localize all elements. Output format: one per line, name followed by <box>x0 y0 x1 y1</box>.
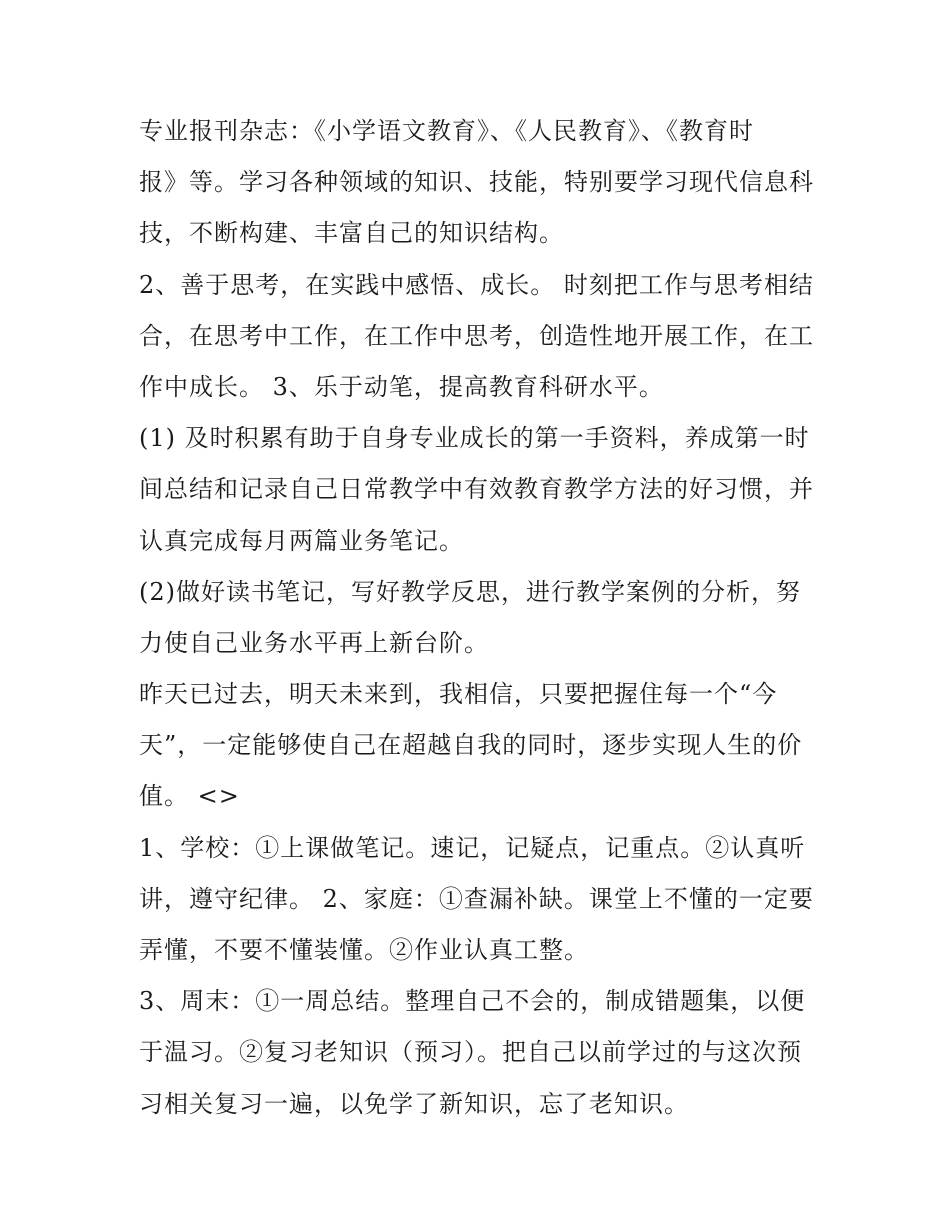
text-line: 合，在思考中工作，在工作中思考，创造性地开展工作，在工 <box>139 321 814 350</box>
text-line: 于温习。②复习老知识（预习）。把自己以前学过的与这次预 <box>139 1038 802 1067</box>
text-line: 间总结和记录自己日常教学中有效教育教学方法的好习惯，并 <box>139 475 814 504</box>
text-line: 值。 <> <box>139 782 240 811</box>
text-line: 弄懂，不要不懂装懂。②作业认真工整。 <box>139 936 589 964</box>
text-line: 2、善于思考，在实践中感悟、成长。 时刻把工作与思考相结 <box>139 270 814 299</box>
paragraph-today <box>139 669 819 823</box>
text-line: 专业报刊杂志：《小学语文教育》、《人民教育》、《教育时 <box>139 117 754 145</box>
text-line: 认真完成每月两篇业务笔记。 <box>139 526 464 555</box>
text-line: 讲，遵守纪律。 2、家庭：①查漏补缺。课堂上不懂的一定要 <box>139 884 814 913</box>
text-line: 1、学校：①上课做笔记。速记，记疑点，记重点。②认真听 <box>139 833 806 862</box>
text-line: 昨天已过去，明天未来到，我相信，只要把握住每一个“今 <box>139 680 778 709</box>
text-line: 天”，一定能够使自己在超越自我的同时，逐步实现人生的价 <box>139 731 803 760</box>
paragraph-item-2 <box>139 567 819 669</box>
text-line: 作中成长。 3、乐于动笔，提高教育科研水平。 <box>139 372 664 401</box>
text-line: 技，不断构建、丰富自己的知识结构。 <box>139 219 564 248</box>
paragraph-item-1 <box>139 413 819 567</box>
text-line: (1) 及时积累有助于自身专业成长的第一手资料，养成第一时 <box>139 424 810 453</box>
paragraph-school-home <box>139 823 819 977</box>
text-line: 报》等。学习各种领域的知识、技能，特别要学习现代信息科 <box>139 168 814 197</box>
paragraph-study-materials <box>139 106 819 260</box>
text-line: 3、周末：①一周总结。整理自己不会的，制成错题集，以便 <box>139 987 806 1016</box>
document-body <box>139 106 819 1130</box>
text-line: (2)做好读书笔记，写好教学反思，进行教学案例的分析，努 <box>139 577 801 606</box>
paragraph-thinking <box>139 260 819 414</box>
paragraph-weekend <box>139 976 819 1130</box>
text-line: 力使自己业务水平再上新台阶。 <box>139 628 489 657</box>
text-line: 习相关复习一遍，以免学了新知识，忘了老知识。 <box>139 1089 689 1118</box>
